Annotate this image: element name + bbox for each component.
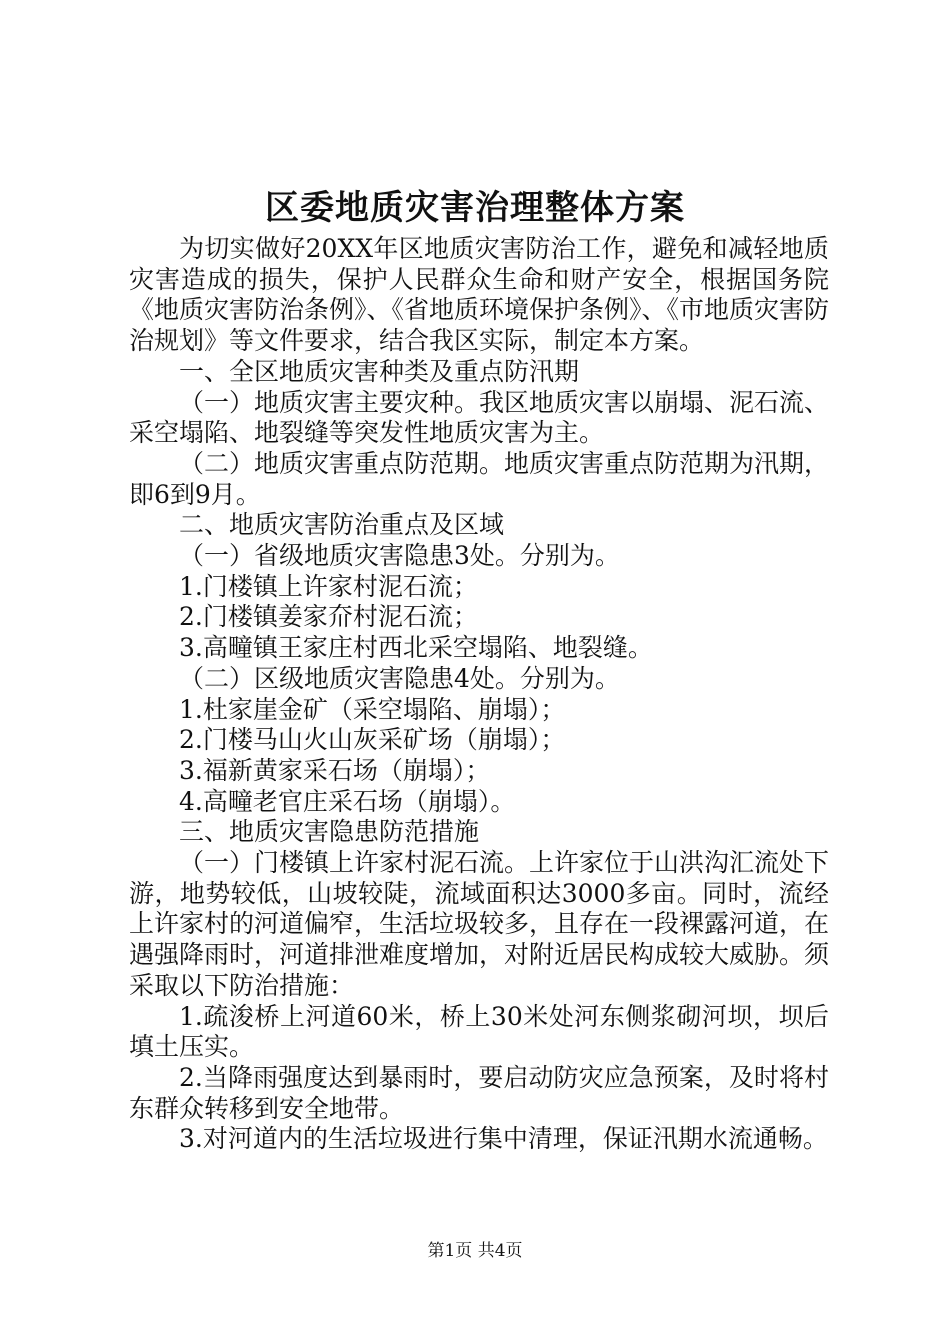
list-item: 1.门楼镇上许家村泥石流； xyxy=(179,571,478,601)
page-footer: 第1页 共4页 xyxy=(427,1241,523,1261)
paragraph: （二）地质灾害重点防范期。地质灾害重点防范期为汛期，即6到9月。 xyxy=(129,448,830,509)
paragraph: （二）区级地质灾害隐患4处。分别为。 xyxy=(179,663,620,693)
intro-paragraph: 为切实做好20XX年区地质灾害防治工作，避免和减轻地质灾害造成的损失，保护人民群众生命和财产安全，根据国务院《地质灾害防治条例》、《省地质环境保护条例》、《市地质灾害防治规划》等文件要求，结合我区实际，制定本方案。 xyxy=(129,234,830,356)
list-item: 2.门楼马山火山灰采矿场（崩塌）； xyxy=(179,725,566,755)
paragraph: （一）门楼镇上许家村泥石流。上许家位于山洪沟汇流处下游，地势较低，山坡较陡，流域面积达3000多亩。同时，流经上许家村的河道偏窄，生活垃圾较多，且存在一段裸露河道，在遇强降雨时，河道排泄难度增加，对附近居民构成较大威胁。须采取以下防治措施： xyxy=(129,848,830,1000)
section-heading-3: 三、地质灾害隐患防范措施 xyxy=(179,817,480,847)
list-item: 1.疏浚桥上河道60米，桥上30米处河东侧浆砌河坝，坝后填土压实。 xyxy=(129,1001,829,1062)
paragraph: （一）省级地质灾害隐患3处。分别为。 xyxy=(179,541,620,571)
list-item: 3.高疃镇王家庄村西北采空塌陷、地裂缝。 xyxy=(179,633,653,663)
paragraph: （一）地质灾害主要灾种。我区地质灾害以崩塌、泥石流、采空塌陷、地裂缝等突发性地质灾害为主。 xyxy=(129,387,830,448)
document-title: 区委地质灾害治理整体方案 xyxy=(265,188,685,228)
list-item: 3.对河道内的生活垃圾进行集中清理，保证汛期水流通畅。 xyxy=(179,1124,828,1154)
document-body xyxy=(129,234,829,1155)
list-item: 2.门楼镇姜家夼村泥石流； xyxy=(179,602,478,632)
list-item: 4.高疃老官庄采石场（崩塌）。 xyxy=(179,786,516,816)
list-item: 2.当降雨强度达到暴雨时，要启动防灾应急预案，及时将村东群众转移到安全地带。 xyxy=(129,1062,829,1123)
list-item: 1.杜家崖金矿（采空塌陷、崩塌）； xyxy=(179,694,566,724)
section-heading-2: 二、地质灾害防治重点及区域 xyxy=(179,510,505,540)
section-heading-1: 一、全区地质灾害种类及重点防汛期 xyxy=(179,356,580,386)
list-item: 3.福新黄家采石场（崩塌）； xyxy=(179,755,491,785)
